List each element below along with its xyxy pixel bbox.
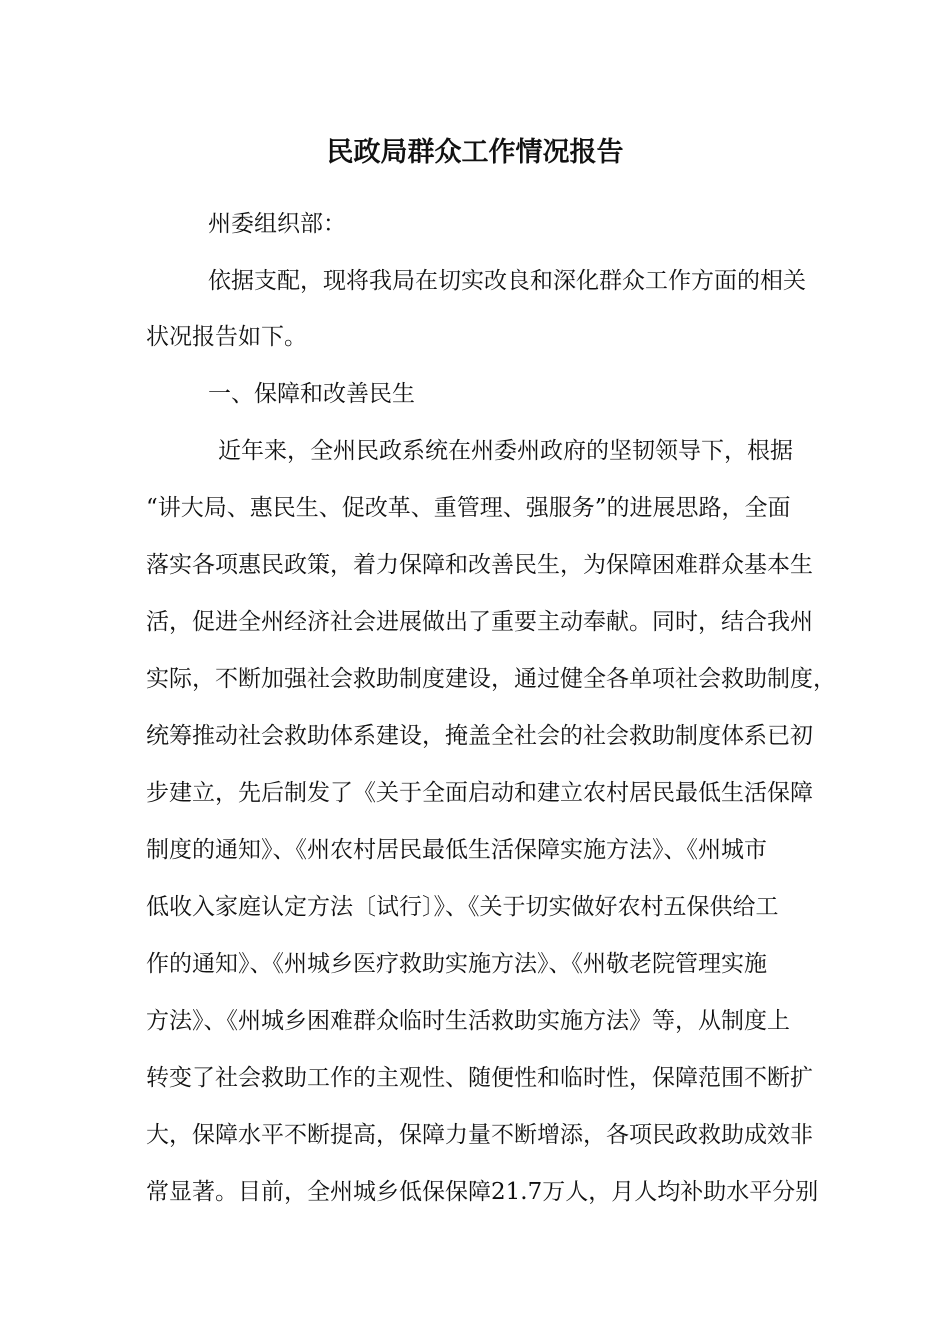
body-line: 步建立，先后制发了《关于全面启动和建立农村居民最低生活保障 (146, 780, 813, 806)
intro-line-1: 依据支配，现将我局在切实改良和深化群众工作方面的相关 (208, 268, 806, 294)
body-line: 方法》、《州城乡困难群众临时生活救助实施方法》等，从制度上 (146, 1008, 790, 1034)
body-line: 统筹推动社会救助体系建设，掩盖全社会的社会救助制度体系已初 (146, 723, 813, 749)
body-line: 大，保障水平不断提高，保障力量不断增添，各项民政救助成效非 (146, 1122, 813, 1148)
body-line: 作的通知》、《州城乡医疗救助实施方法》、《州敬老院管理实施 (146, 951, 767, 977)
intro-line-2: 状况报告如下。 (146, 324, 307, 350)
body-line: 制度的通知》、《州农村居民最低生活保障实施方法》、《州城市 (146, 837, 767, 863)
salutation: 州委组织部： (208, 211, 346, 237)
body-line: 常显著。目前，全州城乡低保保障21.7万人，月人均补助水平分别 (146, 1179, 819, 1205)
body-line: 转变了社会救助工作的主观性、随便性和临时性，保障范围不断扩 (146, 1065, 813, 1091)
body-line: 实际，不断加强社会救助制度建设，通过健全各单项社会救助制度， (146, 666, 836, 692)
document-title: 民政局群众工作情况报告 (326, 137, 624, 168)
body-line: 活，促进全州经济社会进展做出了重要主动奉献。同时，结合我州 (146, 609, 813, 635)
body-line: “讲大局、惠民生、促改革、重管理、强服务”的进展思路，全面 (146, 495, 791, 521)
body-line: 近年来，全州民政系统在州委州政府的坚韧领导下，根据 (218, 438, 793, 464)
body-line: 低收入家庭认定方法〔试行〕》、《关于切实做好农村五保供给工 (146, 894, 779, 920)
section-heading: 一、保障和改善民生 (208, 381, 415, 407)
body-line: 落实各项惠民政策，着力保障和改善民生，为保障困难群众基本生 (146, 552, 813, 578)
